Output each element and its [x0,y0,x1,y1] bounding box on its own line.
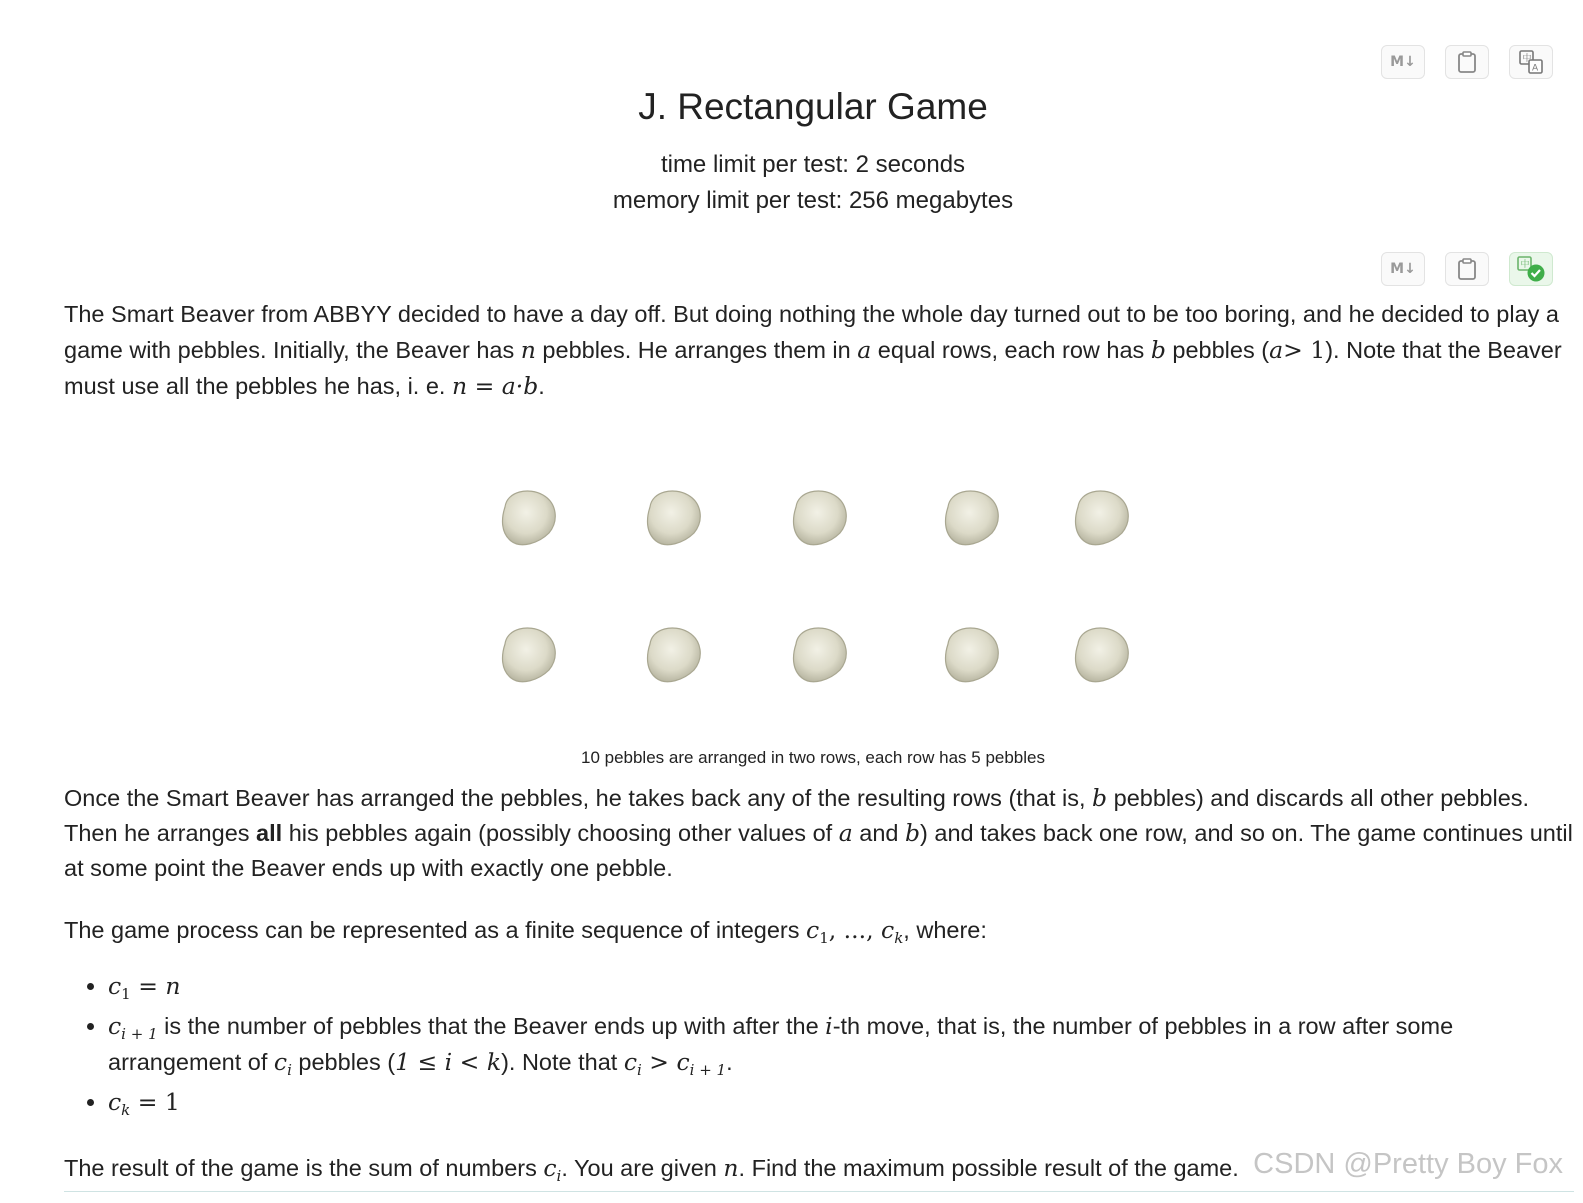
math-c: c [273,1048,288,1076]
text: ). Note that the Beaver must use all the pebbles he has, i. e. [64,337,1562,399]
text: ) and takes back one row, and so on. The game continues until at some point the Beaver ends up with exactly one pebble. [64,820,1573,881]
translate-done-button[interactable] [1509,252,1553,286]
text: . Find the maximum possible result of the game. [738,1155,1239,1181]
pebble [794,491,847,545]
svg-text:中: 中 [1520,260,1530,270]
math-gt: > [641,1048,677,1076]
problem-title: J. Rectangular Game [638,86,988,127]
pebble [1076,491,1129,545]
translate-icon [1518,49,1544,75]
math-sub: i + 1 [121,1025,158,1043]
text: The Smart Beaver from ABBYY decided to have a day off. But doing nothing the whole day turned out to be too boring, and he decided to play a game with pebbles. Initially, the Beaver has [64,301,1559,363]
markdown-button[interactable] [1381,252,1425,286]
pebbles-figure [0,470,1583,700]
math-eq: = 1 [130,1088,180,1116]
text: and [852,820,905,846]
time-limit: time limit per test: 2 seconds [660,151,966,178]
math-n: n [723,1154,739,1182]
text: . [726,1049,733,1075]
math-range: 1 ≤ i < k [395,1048,502,1076]
pebble [946,491,999,545]
math-c: c [108,972,122,1000]
math-c: c [806,916,820,944]
svg-text:中: 中 [1522,54,1532,64]
math-sub: i + 1 [689,1061,727,1079]
math-a: a [838,819,853,847]
memory-limit: memory limit per test: 256 megabytes [612,187,1014,214]
math-sub: i [287,1061,292,1079]
pebble [794,628,847,682]
statement-toolbar [1381,252,1553,286]
math-eq: = n [130,972,181,1000]
divider [64,1191,1574,1192]
math-a: a [1269,336,1284,364]
statement-paragraph-3 [64,912,1574,948]
pebble [648,491,701,545]
math-cond: > 1 [1283,336,1326,364]
text: Once the Smart Beaver has arranged the pebbles, he takes back any of the resulting rows (that is, [64,785,1093,811]
text: -th move, that is, the number of pebbles in a row after some arrangement of [108,1013,1454,1075]
text: The game process can be represented as a finite sequence of integers [64,917,807,943]
text: , where: [903,917,987,943]
translate-button[interactable] [1509,45,1553,79]
math-eq: n = a·b [451,372,539,400]
math-c: c [623,1048,638,1076]
sequence-list [64,968,1578,1124]
text: pebbles ( [1165,337,1270,363]
list-item [108,1008,1578,1080]
math-sub: 1 [819,929,829,947]
math-sub: i [556,1167,562,1185]
list-item [108,968,1578,1004]
statement-paragraph-1 [64,296,1574,404]
text: . [538,373,545,399]
markdown-button[interactable] [1381,45,1425,79]
figure-caption: 10 pebbles are arranged in two rows, each row has 5 pebbles [580,748,1045,767]
math-c: c [108,1088,122,1116]
markdown-icon: M↓ [1390,261,1416,277]
text: equal rows, each row has [871,337,1151,363]
markdown-icon: M↓ [1390,54,1416,70]
math-c: c [676,1048,690,1076]
math-sub: i [637,1061,642,1079]
watermark: CSDN @Pretty Boy Fox [1253,1148,1563,1180]
math-i: i [825,1012,833,1040]
math-c: c [108,1012,122,1040]
text: his pebbles again (possibly choosing other values of [282,820,839,846]
text: pebbles ( [291,1049,396,1075]
text: . You are given [561,1155,724,1181]
math-b: b [905,819,921,847]
math-sub: 1 [121,985,131,1003]
top-toolbar [1381,45,1553,79]
text: pebbles. He arranges them in [535,337,858,363]
pebble [503,491,556,545]
copy-button[interactable] [1445,252,1489,286]
problem-header [0,82,1583,219]
text: pebbles) and discards all other pebbles. Then he arranges [64,785,1530,846]
math-sep: , ..., [828,916,882,944]
clipboard-icon [1456,257,1478,281]
pebble [503,628,556,682]
math-c: c [881,916,895,944]
pebble [1076,628,1129,682]
math-b: b [1092,784,1108,812]
math-sub: k [894,929,904,947]
math-c: c [543,1154,557,1182]
text: ). Note that [501,1049,624,1075]
svg-text:A: A [1532,63,1539,74]
math-b: b [1150,336,1166,364]
list-item [108,1084,1578,1120]
pebble [648,628,701,682]
pebble [946,628,999,682]
text: The result of the game is the sum of numbers [64,1155,544,1181]
text: is the number of pebbles that the Beaver ends up with after the [157,1013,826,1039]
copy-button[interactable] [1445,45,1489,79]
clipboard-icon [1456,50,1478,74]
math-n: n [520,336,536,364]
translate-check-icon [1516,255,1546,283]
math-sub: k [121,1101,131,1119]
math-a: a [857,336,872,364]
emphasis-all: all [256,820,283,846]
statement-paragraph-2 [64,781,1574,886]
